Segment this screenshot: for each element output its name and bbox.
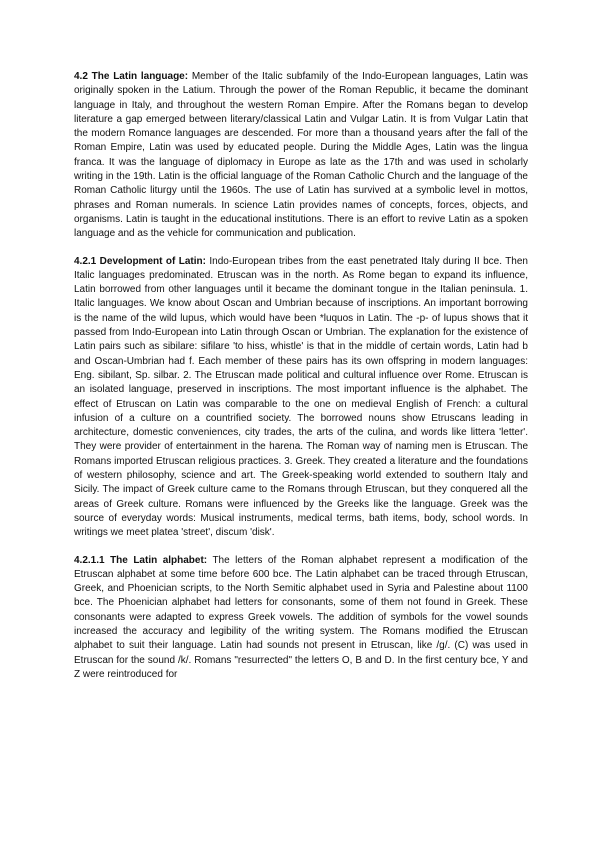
- section-heading: 4.2 The Latin language:: [74, 71, 189, 82]
- section-latin-alphabet: [74, 554, 528, 683]
- section-heading: 4.2.1.1 The Latin alphabet:: [74, 554, 208, 566]
- section-latin-language: [74, 70, 528, 242]
- section-body: Indo-European tribes from the east penetrated Italy during II bce. Then Italic languages predominated. Etruscan was in the north. As Rome began to expand its influence, Latin borrowed from other languages until it became the dominant tongue in the Italian peninsula. 1. Italic languages. We know about Oscan and Umbrian because of inscriptions. An important borrowing is the name of the wild lupus, which would have been *luquos in Latin. The -p- of lupus shows that it passed from Indo-European into Latin through Oscan or Umbrian. The explanation for the existence of Latin pairs such as sibilare: sifilare 'to hiss, whistle' is that in the middle of certain words, Latin had b and Oscan-Umbrian had f. Each member of these pairs has its own offspring in modern languages: Eng. sibilant, Sp. silbar. 2. The Etruscan made political and cultural influence over Rome. Etruscan is an isolated language, preserved in inscriptions. The most important influence is the alphabet. The effect of Etruscan on Latin was comparable to the one on medieval English of French: a cultural infusion of a culture on a countrified society. The borrowed nouns show Etruscans leading in architecture, domestic conveniences, city trades, the arts of the culina, and words like littera 'letter'. They were provider of entertainment in the harena. The Roman way of naming men is Etruscan. The Romans imported Etruscan religious practices. 3. Greek. They created a literature and the foundations of western philosophy, science and art. The Greek-speaking world extended to southern Italy and Sicily. The impact of Greek culture came to the Romans through Etruscan, but they conquered all the areas of Greek culture. Romans were influenced by the Greeks like the language. Greek was the source of everyday words: Musical instruments, medical terms, bath items, body, school words. In writings we meet platea 'street', discum 'disk'.: [74, 255, 528, 539]
- document-page: [74, 70, 528, 695]
- section-body: The letters of the Roman alphabet represent a modification of the Etruscan alphabet at some time before 600 bce. The Latin alphabet can be traced through Etruscan, Greek, and Phoenician scripts, to the North Semitic alphabet used in Syria and Palestine about 1100 bce. The Phoenician alphabet had letters for consonants, some of them not found in Greek. These consonants were adapted to express Greek vowels. The addition of symbols for the vowel sounds increased the accuracy and legibility of the writing system. The Romans modified the Etruscan alphabet to suit their language. Latin had sounds not present in Etruscan, like /g/. (C) was used in Etruscan for the sound /k/. Romans "resurrected" the letters O, B and D. In the first century bce, Y and Z were reintroduced for: [74, 554, 528, 680]
- section-body: Member of the Italic subfamily of the Indo-European languages, Latin was originally spoken in the Latium. Through the power of the Roman Republic, it became the dominant language in Italy, and throughout the western Roman Empire. After the Romans began to develop literature a gap emerged between literary/classical Latin and Vulgar Latin. It is from Vulgar Latin that the modern Romance languages are descended. For more than a thousand years after the fall of the Roman Empire, Latin was used by educated people. During the Middle Ages, Latin was the lingua franca. It was the language of diplomacy in Europe as late as the 17th and was used in scholarly writing in the 19th. Latin is the official language of the Roman Catholic Church and the language of the Roman Catholic liturgy until the 1960s. The use of Latin has survived at a symbolic level in mottos, phrases and Roman numerals. In science Latin provides names of concepts, forces, objects, and organisms. Latin is taught in the educational institutions. There is an effort to revive Latin as a spoken language and as the vehicle for communication and publication.: [74, 71, 528, 240]
- section-heading: 4.2.1 Development of Latin:: [74, 255, 206, 267]
- section-development-of-latin: [74, 255, 528, 541]
